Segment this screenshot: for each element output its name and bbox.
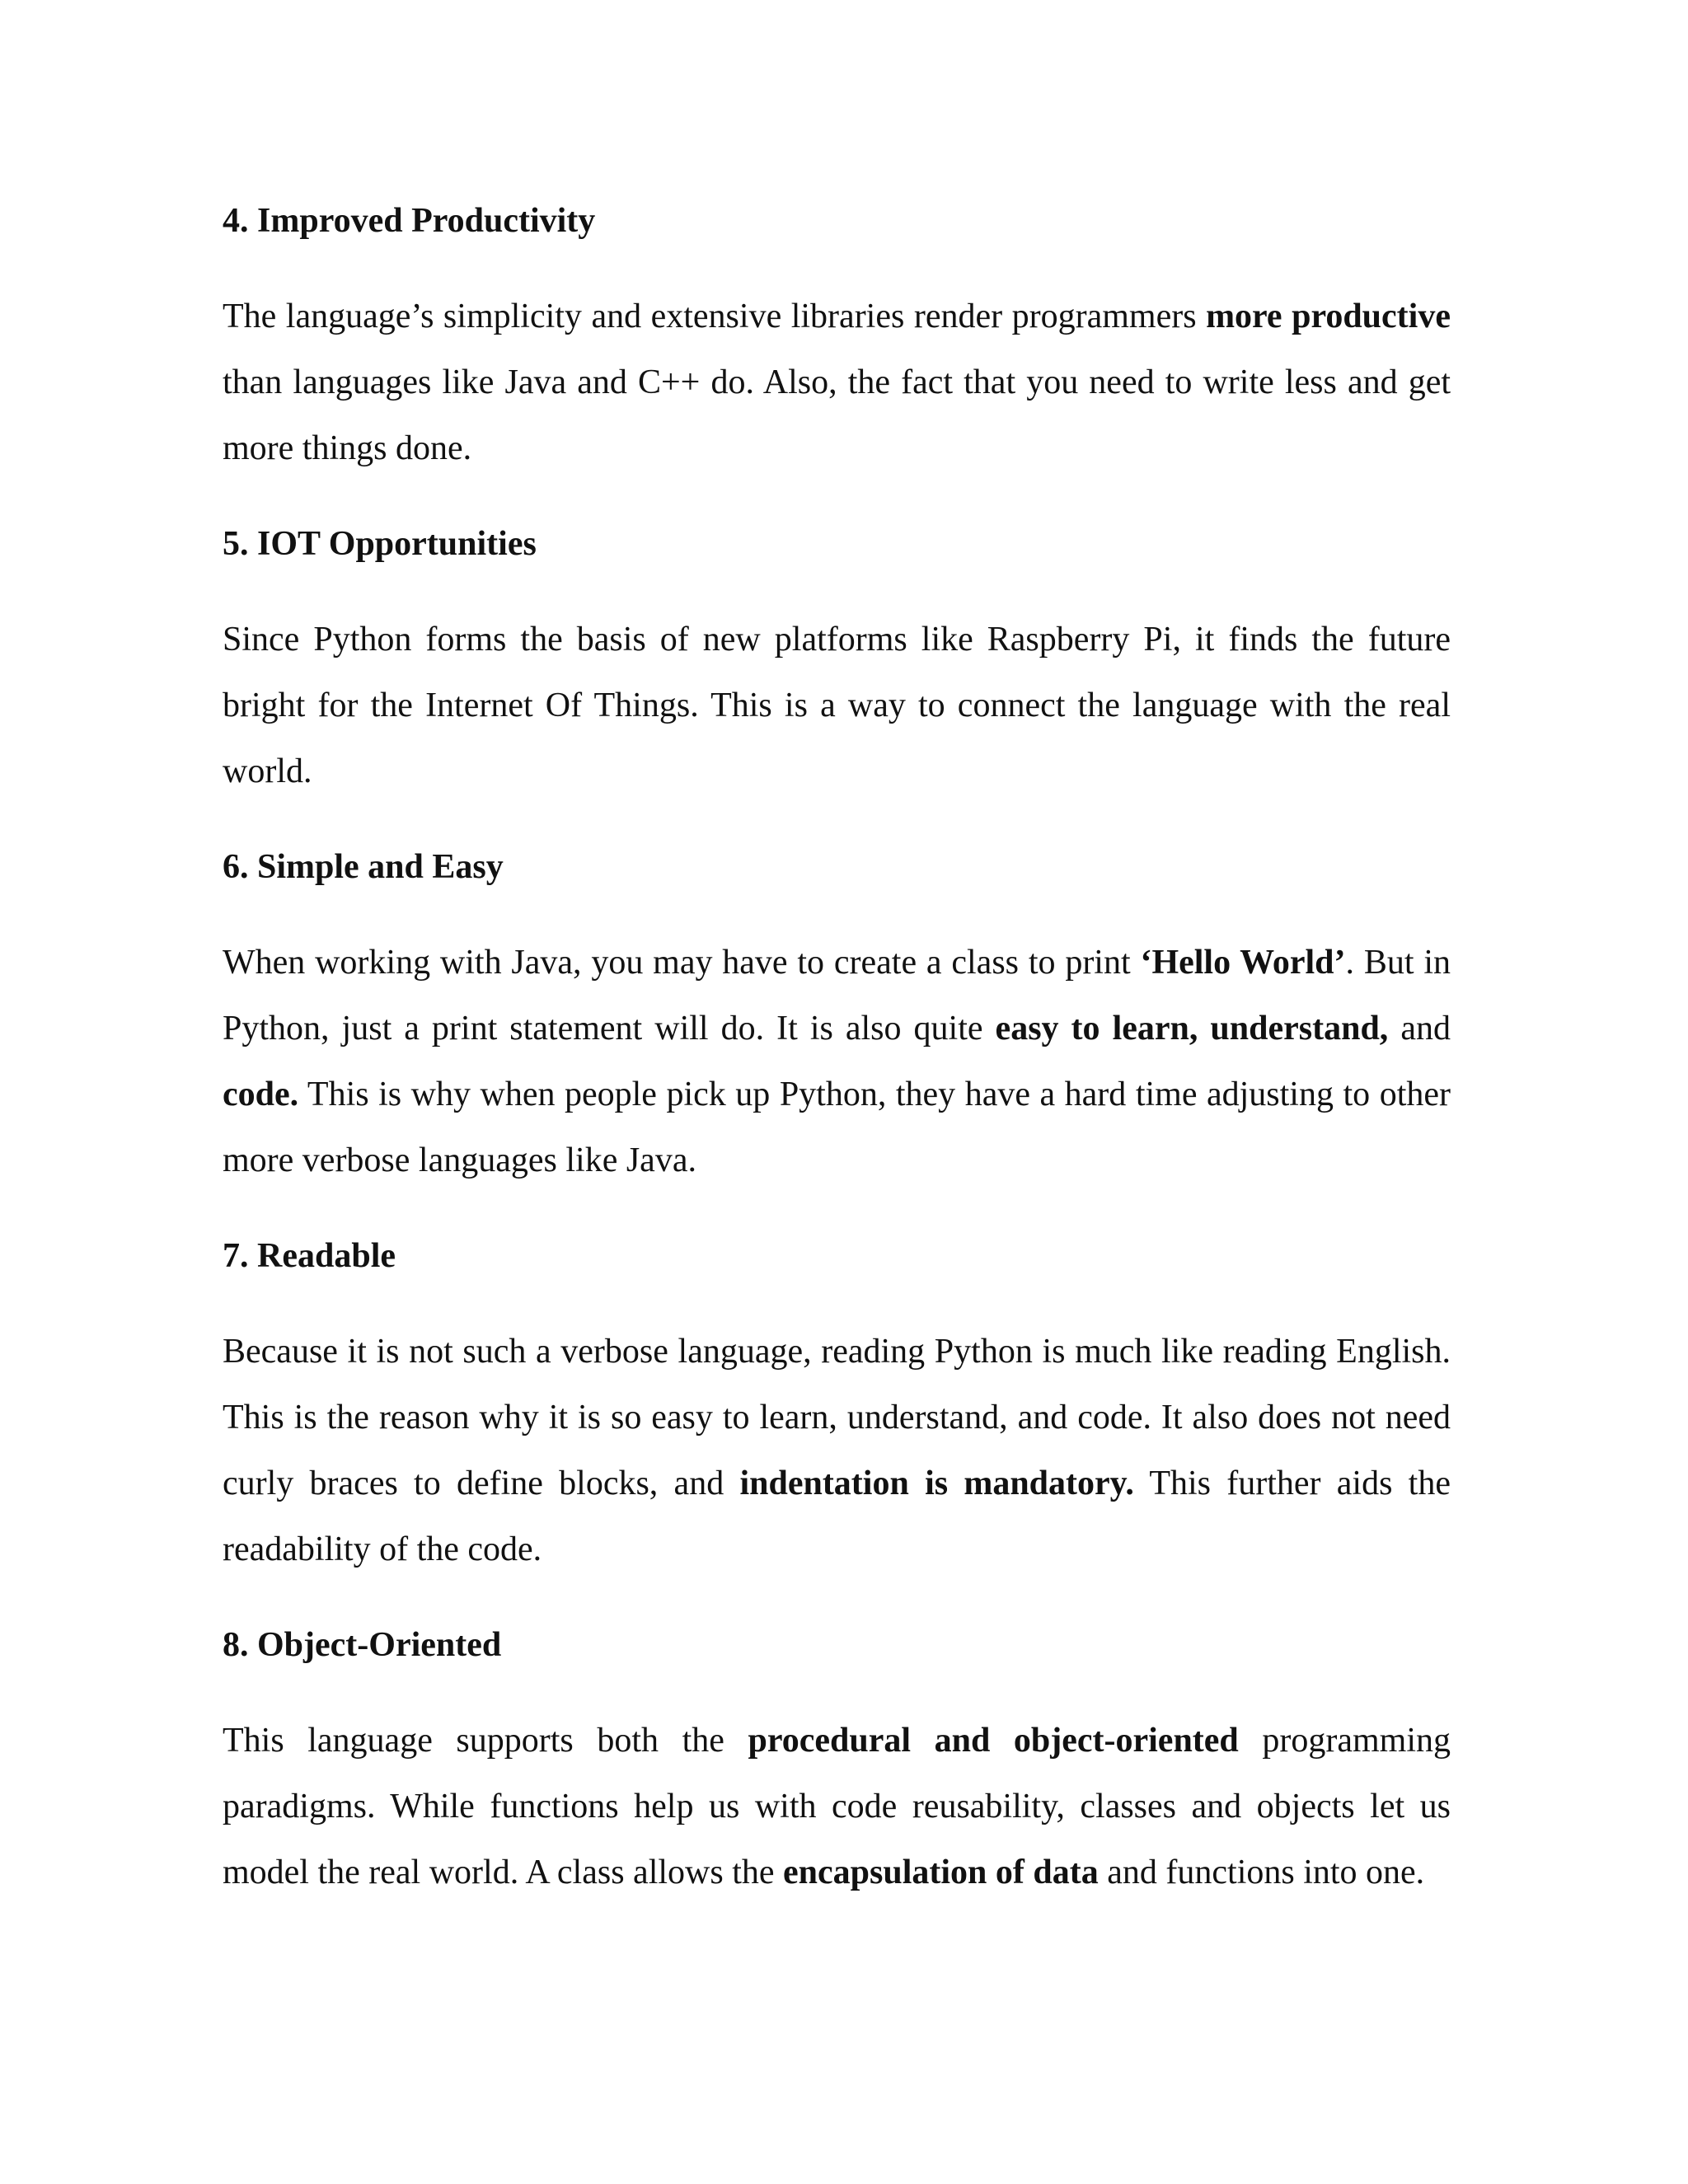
section-heading: 7. Readable <box>223 1237 396 1275</box>
bold-emphasis: ‘Hello World’ <box>1140 944 1346 982</box>
bold-emphasis: procedural and object-oriented <box>748 1722 1239 1760</box>
section-paragraph <box>223 607 1451 804</box>
bold-emphasis: encapsulation of data <box>783 1854 1099 1891</box>
section-heading: 4. Improved Productivity <box>223 202 596 240</box>
bold-emphasis: code. <box>223 1076 299 1113</box>
text-run: This is why when people pick up Python, they have a hard time adjusting to other more verbose languages like Java. <box>223 1076 1451 1179</box>
bold-emphasis: indentation is mandatory. <box>739 1465 1134 1502</box>
text-run: and functions into one. <box>1098 1854 1425 1891</box>
section-heading: 6. Simple and Easy <box>223 848 504 886</box>
text-run: This further aids the readability of the code. <box>223 1465 1451 1568</box>
text-run: When working with Java, you may have to create a class to print <box>223 944 1141 982</box>
bold-emphasis: easy to learn, understand, <box>995 1010 1389 1047</box>
text-run: The language’s simplicity and extensive libraries render programmers <box>223 298 1207 335</box>
section-heading: 8. Object-Oriented <box>223 1626 502 1664</box>
text-run: This language supports both the <box>223 1722 748 1760</box>
text-run: than languages like Java and C++ do. Also, the fact that you need to write less and get more things done. <box>223 363 1451 467</box>
section-paragraph <box>223 284 1451 481</box>
text-run: programming paradigms. While functions help us with code reusability, classes and objects let us model the real world. A class allows the <box>223 1722 1451 1891</box>
text-run: Since Python forms the basis of new platforms like Raspberry Pi, it finds the future bright for the Internet Of Things. This is a way to connect the language with the real world. <box>223 621 1451 790</box>
text-run: . But in Python, just a print statement will do. It is also quite <box>223 944 1451 1047</box>
section-paragraph <box>223 930 1451 1193</box>
bold-emphasis: more productive <box>1206 298 1451 335</box>
text-run: and <box>1388 1010 1451 1047</box>
section-paragraph <box>223 1319 1451 1582</box>
section-heading: 5. IOT Opportunities <box>223 525 537 563</box>
text-run: Because it is not such a verbose language, reading Python is much like reading English. This is the reason why it is so easy to learn, understand, and code. It also does not need curly braces to define blocks, and <box>223 1333 1451 1502</box>
page-content <box>223 188 1451 1905</box>
section-paragraph <box>223 1708 1451 1905</box>
